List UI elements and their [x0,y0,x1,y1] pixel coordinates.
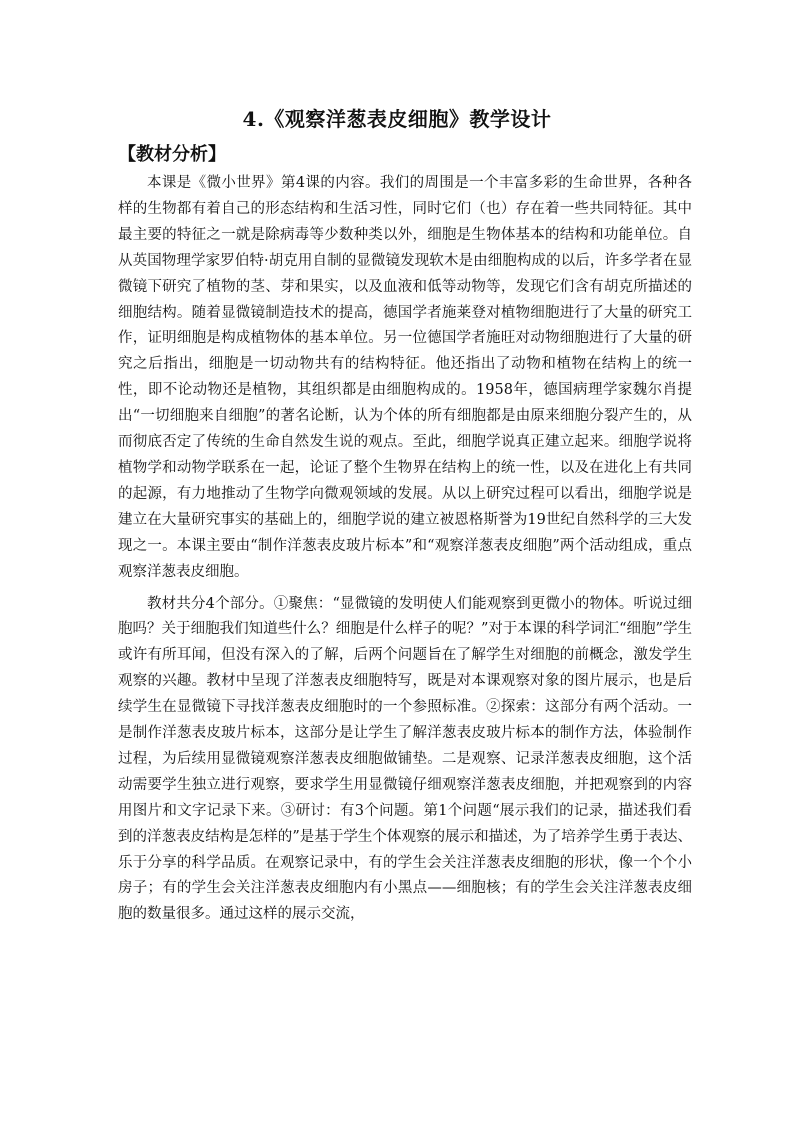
section-heading-textbook-analysis: 【教材分析】 [118,144,226,165]
paragraph-lesson-background: 本课是《微小世界》第4课的内容。我们的周围是一个丰富多彩的生命世界，各种各样的生物都有着自己的形态结构和生活习性，同时它们（也）存在着一些共同特征。其中最主要的特征之一就是除病毒等少数种类以外，细胞是生物体基本的结构和功能单位。自从英国物理学家罗伯特·胡克用自制的显微镜发现软木是由细胞构成的以后，许多学者在显微镜下研究了植物的茎、芽和果实，以及血液和低等动物等，发现它们含有胡克所描述的细胞结构。随着显微镜制造技术的提高，德国学者施莱登对植物细胞进行了大量的研究工作，证明细胞是构成植物体的基本单位。另一位德国学者施旺对动物细胞进行了大量的研究之后指出，细胞是一切动物共有的结构特征。他还指出了动物和植物在结构上的统一性，即不论动物还是植物，其组织都是由细胞构成的。1958年，德国病理学家魏尔肖提出“一切细胞来自细胞”的著名论断，认为个体的所有细胞都是由原来细胞分裂产生的，从而彻底否定了传统的生命自然发生说的观点。至此，细胞学说真正建立起来。细胞学说将植物学和动物学联系在一起，论证了整个生物界在结构上的统一性，以及在进化上有共同的起源，有力地推动了生物学向微观领域的发展。从以上研究过程可以看出，细胞学说是建立在大量研究事实的基础上的，细胞学说的建立被恩格斯誉为19世纪自然科学的三大发现之一。本课主要由“制作洋葱表皮玻片标本”和“观察洋葱表皮细胞”两个活动组成，重点观察洋葱表皮细胞。 [118,175,692,580]
document-title: 4.《观察洋葱表皮细胞》教学设计 [242,107,552,131]
body-text [118,171,692,934]
paragraph-textbook-structure: 教材共分4个部分。①聚焦：“显微镜的发明使人们能观察到更微小的物体。听说过细胞吗？关于细胞我们知道些什么？细胞是什么样子的呢？”对于本课的科学词汇“细胞”学生或许有所耳闻，但没有深入的了解，后两个问题旨在了解学生对细胞的前概念，激发学生观察的兴趣。教材中呈现了洋葱表皮细胞特写，既是对本课观察对象的图片展示，也是后续学生在显微镜下寻找洋葱表皮细胞时的一个参照标准。②探索：这部分有两个活动。一是制作洋葱表皮玻片标本，这部分是让学生了解洋葱表皮玻片标本的制作方法，体验制作过程，为后续用显微镜观察洋葱表皮细胞做铺垫。二是观察、记录洋葱表皮细胞，这个活动需要学生独立进行观察，要求学生用显微镜仔细观察洋葱表皮细胞，并把观察到的内容用图片和文字记录下来。③研讨：有3个问题。第1个问题“展示我们的记录，描述我们看到的洋葱表皮结构是怎样的”是基于学生个体观察的展示和描述，为了培养学生勇于表达、乐于分享的科学品质。在观察记录中，有的学生会关注洋葱表皮细胞的形状，像一个个小房子；有的学生会关注洋葱表皮细胞内有小黑点——细胞核；有的学生会关注洋葱表皮细胞的数量很多。通过这样的展示交流， [118,595,692,923]
